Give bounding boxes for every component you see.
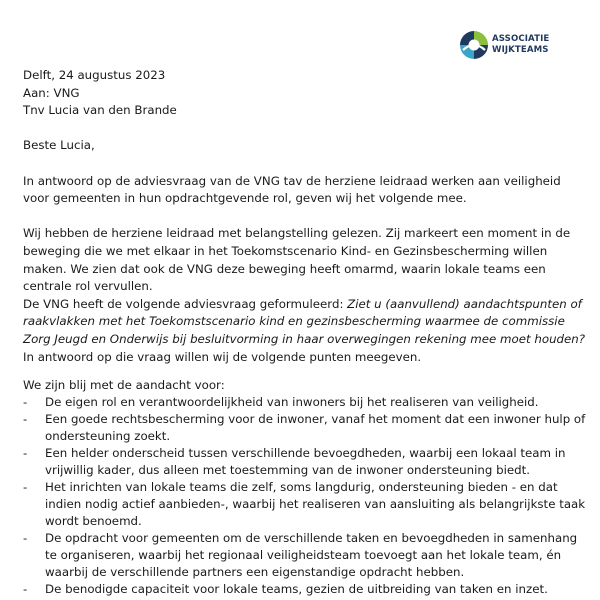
- logo: [457, 28, 582, 62]
- question-paragraph: [23, 296, 588, 349]
- list-item: [23, 581, 588, 598]
- dash-bullet: -: [23, 531, 28, 546]
- dash-bullet: -: [23, 480, 28, 495]
- dash-bullet: -: [23, 446, 28, 461]
- intro-paragraph: In antwoord op de adviesvraag van de VNG tav de herziene leidraad werken aan veiligheid voor gemeenten in hun opdrachtgevende rol, geven wij het volgende mee.: [23, 173, 561, 206]
- logo-line-2: WIJKTEAMS: [492, 45, 549, 55]
- recipient: Aan: VNG: [23, 85, 80, 100]
- dash-bullet: -: [23, 582, 28, 597]
- attention-line: Tnv Lucia van den Brande: [23, 103, 177, 118]
- question-text: Ziet u (aanvullend) aandachtspunten of raakvlakken met het Toekomstscenario kind en gezinsbescherming waarmee de commissie Zorg Jeugd en Onderwijs bij besluitvorming in haar overwegingen rekening mee moet houden?: [23, 296, 586, 346]
- salutation: Beste Lucia,: [23, 138, 95, 153]
- list-item: [23, 530, 588, 581]
- list-item-text: De opdracht voor gemeenten om de verschillende taken en bevoegdheden in samenhang te organiseren, waarbij het regionaal veiligheidsteam toevoegt aan het lokale team, én waarbij de verschillende partners een eigenstandige opdracht hebben.: [45, 531, 578, 580]
- list-intro: We zijn blij met de aandacht voor:: [23, 378, 225, 393]
- points-list: [23, 394, 588, 598]
- paragraph-2: Wij hebben de herziene leidraad met belangstelling gelezen. Zij markeert een moment in de beweging die we met elkaar in het Toekomstscenario Kind- en Gezinsbescherming willen maken. We zien dat ook de VNG deze beweging heeft omarmd, waarin lokale teams een centrale rol vervullen.: [23, 226, 571, 294]
- list-item-text: Een goede rechtsbescherming voor de inwoner, vanaf het moment dat een inwoner hulp of ondersteuning zoekt.: [45, 412, 586, 444]
- list-item: [23, 394, 588, 411]
- question-lead: De VNG heeft de volgende adviesvraag geformuleerd:: [23, 296, 348, 311]
- list-item: [23, 445, 588, 479]
- dash-bullet: -: [23, 412, 28, 427]
- logo-wordmark: [492, 34, 549, 56]
- list-item: [23, 479, 588, 530]
- list-item-text: De eigen rol en verantwoordelijkheid van inwoners bij het realiseren van veiligheid.: [45, 395, 539, 410]
- list-item: [23, 411, 588, 445]
- place-date: Delft, 24 augustus 2023: [23, 68, 166, 82]
- letter-body: [23, 67, 588, 598]
- list-item-text: Het inrichten van lokale teams die zelf, soms langdurig, ondersteuning bieden - en dat indien nodig actief aanbieden-, waarbij het realiseren van aansluiting als belangrijkste taak wordt benoemd.: [45, 480, 586, 529]
- list-item-text: De benodigde capaciteit voor lokale teams, gezien de uitbreiding van taken en inzet.: [45, 582, 548, 597]
- logo-line-1: ASSOCIATIE: [492, 34, 550, 44]
- logo-mark-icon: [457, 28, 491, 62]
- list-item-text: Een helder onderscheid tussen verschillende bevoegdheden, waarbij een lokaal team in vrijwillig kader, dus alleen met toestemming van de inwoner ondersteuning biedt.: [45, 446, 566, 478]
- question-answer: In antwoord op die vraag willen wij de volgende punten meegeven.: [23, 349, 422, 364]
- dash-bullet: -: [23, 395, 28, 410]
